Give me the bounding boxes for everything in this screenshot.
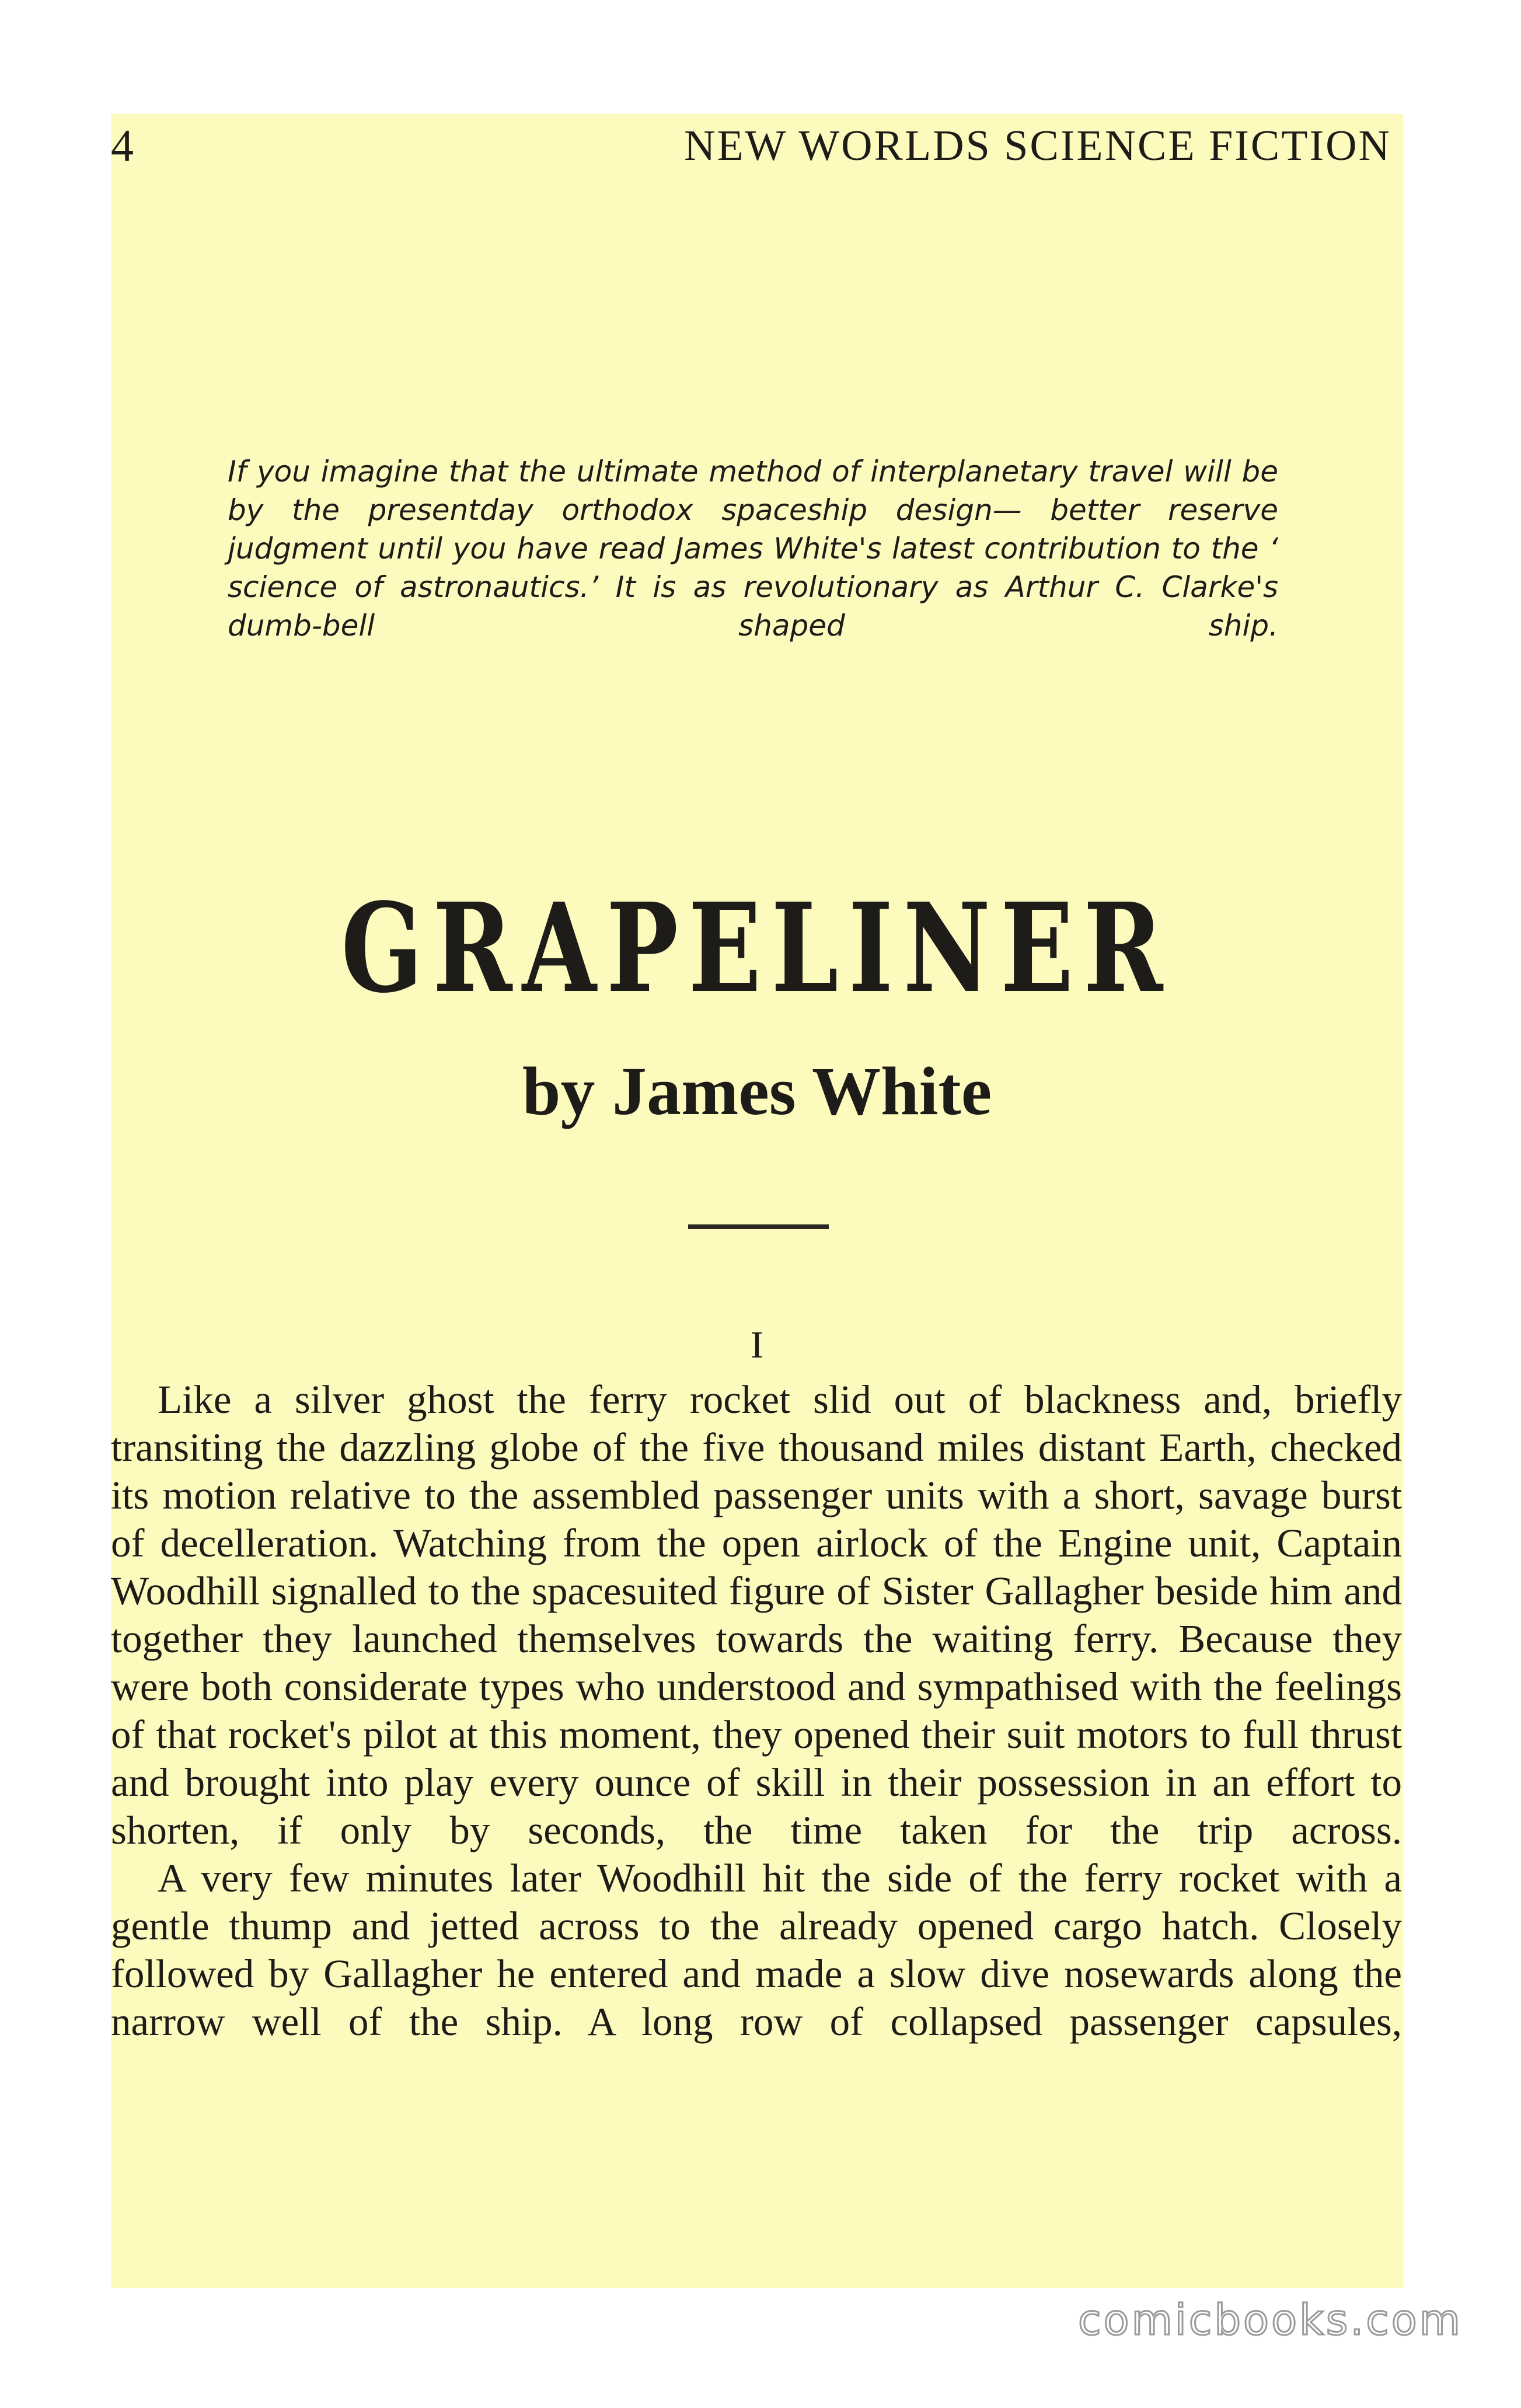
- section-number: I: [751, 1324, 763, 1366]
- story-blurb: If you imagine that the ultimate method of interplanetary travel will be by the presentday orthodox spaceship design— better reserve judgment until you have read James White's latest contribution to the ‘ science of astronautics.’ It is as revolutionary as Arthur C. Clarke's dumb-bell shaped ship.: [228, 455, 1278, 643]
- title-divider: [688, 1224, 829, 1229]
- author-byline: by James White: [522, 1053, 992, 1129]
- site-watermark: comicbooks.com: [1077, 2295, 1463, 2344]
- story-title: GRAPELINER: [341, 876, 1173, 1020]
- paragraph: Like a silver ghost the ferry rocket slid out of blackness and, briefly transiting the dazzling globe of the five thousand miles distant Earth, checked its motion relative to the assembled passenger units with a short, savage burst of decelleration. Watching from the open airlock of the Engine unit, Captain Woodhill signalled to the spacesuited figure of Sister Gallagher beside him and together they launched themselves towards the waiting ferry. Because they were both considerate types who understood and sympathised with the feelings of that rocket's pilot at this moment, they opened their suit motors to full thrust and brought into play every ounce of skill in their possession in an effort to shorten, if only by seconds, the time taken for the trip across.: [111, 1377, 1402, 1852]
- magazine-page: [111, 114, 1403, 2288]
- body-text: [111, 1376, 1402, 2046]
- page-number: 4: [111, 120, 134, 171]
- paragraph: A very few minutes later Woodhill hit the side of the ferry rocket with a gentle thump and jetted across to the already opened cargo hatch. Closely followed by Gallagher he entered and made a slow dive nosewards along the narrow well of the ship. A long row of collapsed passenger capsules,: [111, 1856, 1402, 2044]
- running-header: [111, 117, 1403, 175]
- magazine-title: NEW WORLDS SCIENCE FICTION: [684, 122, 1391, 170]
